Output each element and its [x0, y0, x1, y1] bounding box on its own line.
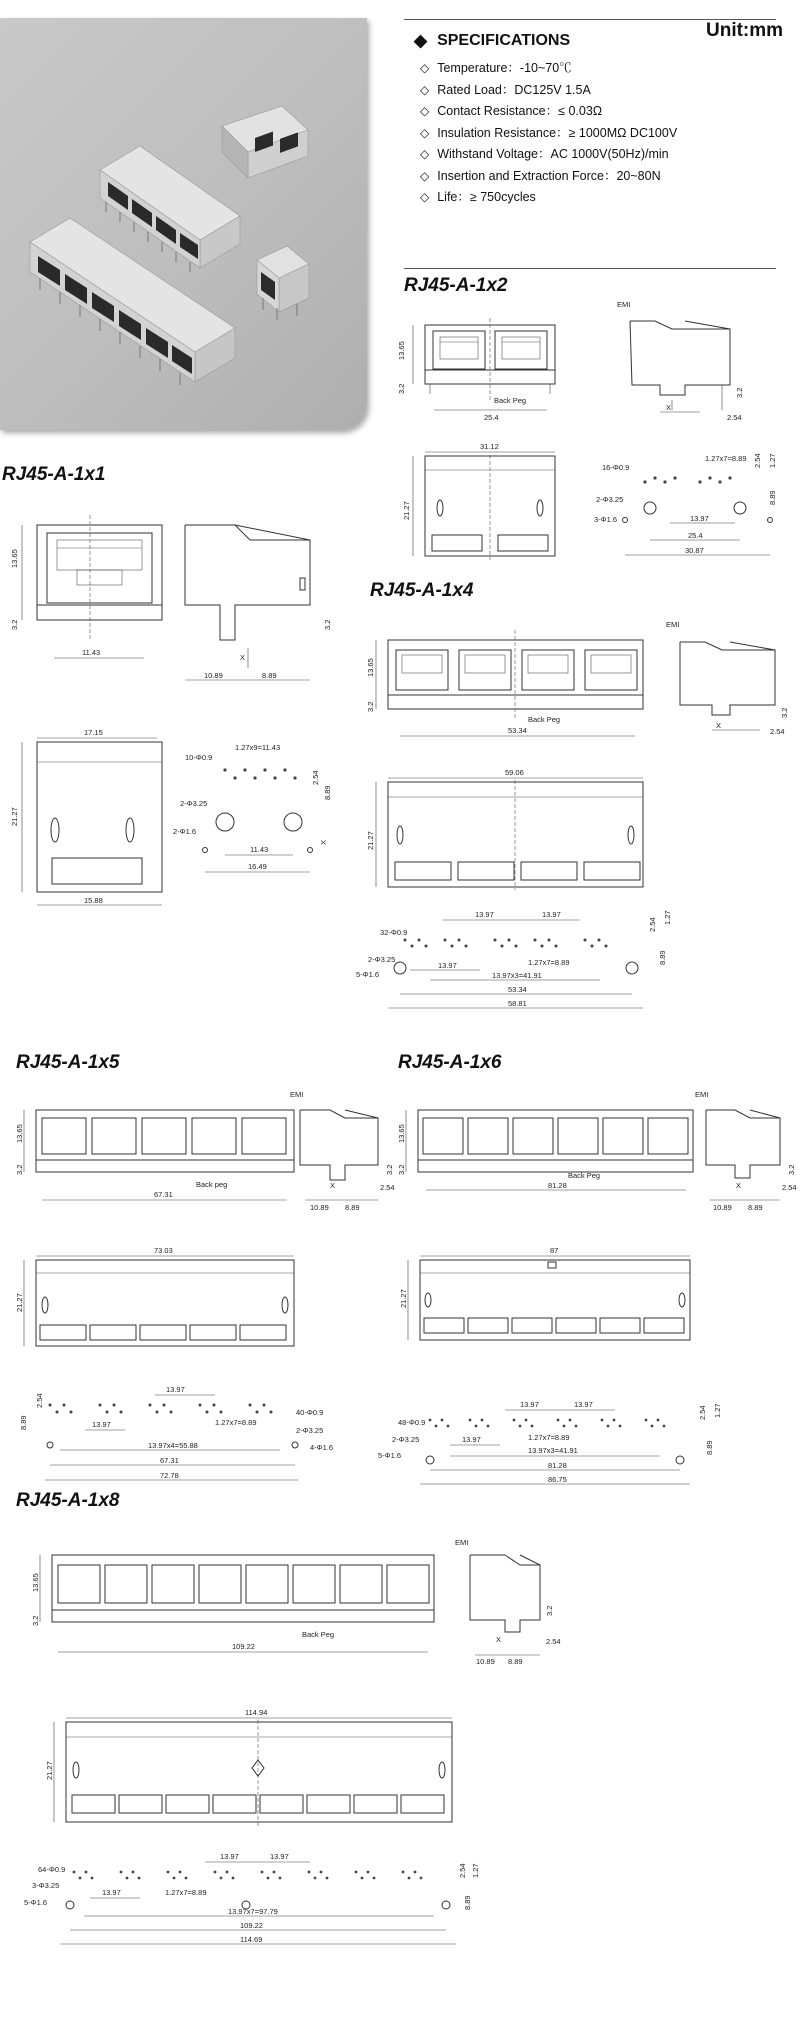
- dim-1x1-top-w: 17.15: [84, 728, 103, 737]
- dim-1x5-peg: 2-Φ3.25: [296, 1426, 324, 1435]
- dim-1x1-h2: 3.2: [10, 619, 19, 630]
- dim-1x2-pin: 3-Φ1.6: [594, 515, 618, 524]
- dim-1x4-side-h: 3.2: [780, 707, 789, 718]
- dim-1x6-c3: 86.75: [548, 1475, 567, 1484]
- model-title-1x6: RJ45-A-1x6: [398, 1052, 502, 1073]
- dim-1x4-w: 53.34: [508, 726, 527, 735]
- label-1x4-x: X: [716, 721, 722, 730]
- dim-1x4-r1: 2.54: [648, 917, 657, 932]
- model-title-1x4: RJ45-A-1x4: [370, 580, 474, 601]
- specifications-title: SPECIFICATIONS: [437, 32, 571, 49]
- label-1x8-x: X: [496, 1635, 502, 1644]
- drawing-1x2-side: [617, 300, 744, 422]
- model-title-1x8: RJ45-A-1x8: [16, 1490, 120, 1511]
- dim-1x8-side-w: 2.54: [546, 1637, 561, 1646]
- drawing-1x5-front: [15, 1110, 294, 1200]
- drawing-1x5-side: [290, 1090, 395, 1212]
- dim-1x6-side-w: 2.54: [782, 1183, 797, 1192]
- dim-1x4-sum: 13.97x3=41.91: [492, 971, 542, 980]
- dim-1x8-c-b: 13.97: [270, 1852, 289, 1861]
- dim-1x8-w: 109.22: [232, 1642, 255, 1651]
- dim-1x6-pitch: 1.27x7=8.89: [528, 1433, 570, 1442]
- drawing-1x6-side: [695, 1090, 797, 1212]
- dim-1x5-pin: 4-Φ1.6: [310, 1443, 334, 1452]
- model-title-1x5: RJ45-A-1x5: [16, 1052, 120, 1073]
- dim-1x1-r3: 8.89: [323, 785, 332, 800]
- dim-1x6-side-a: 10.89: [713, 1203, 732, 1212]
- drawing-1x5-top: [15, 1246, 294, 1346]
- dim-1x5-sum: 13.97x4=55.88: [148, 1441, 198, 1450]
- dim-1x4-c2: 53.34: [508, 985, 527, 994]
- dim-1x8-r2: 1.27: [471, 1863, 480, 1878]
- dim-1x5-c2: 67.31: [160, 1456, 179, 1465]
- dim-1x8-top-w: 114.94: [245, 1708, 268, 1717]
- drawing-1x1-front: [10, 515, 162, 658]
- dim-1x2-c3: 30.87: [685, 546, 704, 555]
- dim-1x5-holes: 40-Φ0.9: [296, 1408, 324, 1417]
- diamond-outline-icon: ◇: [420, 168, 430, 183]
- dim-1x1-w: 11.43: [82, 648, 101, 657]
- dim-1x2-top-w: 31.12: [480, 442, 499, 451]
- dim-1x6-side-b: 8.89: [748, 1203, 763, 1212]
- dim-1x1-side-a: 10.89: [204, 671, 223, 680]
- dim-1x1-peg: 2-Φ3.25: [180, 799, 208, 808]
- dim-1x8-c3: 114.69: [240, 1935, 263, 1944]
- dim-1x4-c-c: 13.97: [438, 961, 457, 970]
- label-1x6-back-peg: Back Peg: [568, 1171, 601, 1180]
- spec-item-text: Life：≥ 750cycles: [437, 190, 536, 204]
- dim-1x8-h2: 3.2: [31, 1615, 40, 1626]
- dim-1x8-c-c: 13.97: [102, 1888, 121, 1897]
- label-1x5-x: X: [330, 1181, 336, 1190]
- diamond-outline-icon: ◇: [420, 147, 430, 161]
- dim-1x1-pin: 2-Φ1.6: [173, 827, 197, 836]
- spec-item-text: Insulation Resistance：≥ 1000MΩ DC100V: [437, 125, 678, 140]
- drawing-1x5-footprint: [19, 1385, 333, 1480]
- dim-1x6-c-c: 13.97: [462, 1435, 481, 1444]
- dim-1x6-w: 81.28: [548, 1181, 567, 1190]
- diamond-outline-icon: ◇: [420, 82, 430, 97]
- dim-1x4-c-a: 13.97: [475, 910, 494, 919]
- dim-1x2-c1: 13.97: [690, 514, 709, 523]
- dim-1x6-h: 13.65: [397, 1124, 406, 1143]
- dim-1x1-c2: 11.43: [250, 845, 269, 854]
- dim-1x4-holes: 32-Φ0.9: [380, 928, 408, 937]
- footprint-1x5-holes: [49, 1404, 273, 1414]
- dim-1x5-side-b: 8.89: [345, 1203, 360, 1212]
- dim-1x1-pitch: 1.27x9=11.43: [235, 743, 281, 752]
- diamond-bullet-icon: ◆: [414, 31, 428, 50]
- dim-1x8-h: 13.65: [31, 1573, 40, 1592]
- dim-1x5-r1: 2.54: [35, 1393, 44, 1408]
- footprint-1x4-holes: [404, 939, 608, 948]
- model-title-1x2: RJ45-A-1x2: [404, 275, 508, 296]
- drawing-1x8-top: [45, 1708, 452, 1826]
- label-1x4-back-peg: Back Peg: [528, 715, 561, 724]
- dim-1x8-side-h: 3.2: [545, 1605, 554, 1616]
- drawing-1x2-front: [397, 318, 555, 422]
- dim-1x4-h: 13.65: [366, 658, 375, 677]
- label-1x8-back-peg: Back Peg: [302, 1630, 335, 1639]
- dim-1x8-holes: 64-Φ0.9: [38, 1865, 66, 1874]
- dim-1x1-top-h: 21.27: [10, 807, 19, 826]
- dim-1x8-sum: 13.97x7=97.79: [228, 1907, 278, 1916]
- dim-1x2-peg: 2-Φ3.25: [596, 495, 624, 504]
- footprint-1x8-holes: [73, 1871, 423, 1880]
- dim-1x6-sum: 13.97x3=41.91: [528, 1446, 578, 1455]
- dim-1x4-c-b: 13.97: [542, 910, 561, 919]
- label-1x1-x: X: [240, 653, 246, 662]
- diamond-outline-icon: ◇: [420, 125, 430, 140]
- dim-1x6-top-h: 21.27: [399, 1289, 408, 1308]
- dim-1x6-pin: 5-Φ1.6: [378, 1451, 402, 1460]
- spec-item-text: Withstand Voltage：AC 1000V(50Hz)/min: [437, 147, 669, 161]
- dim-1x6-h2: 3.2: [397, 1164, 406, 1175]
- dim-1x5-pitch: 1.27x7=8.89: [215, 1418, 257, 1427]
- label-1x4-emi: EMI: [666, 620, 680, 629]
- dim-1x6-c-a: 13.97: [520, 1400, 539, 1409]
- dim-1x6-r3: 8.89: [705, 1440, 714, 1455]
- spec-item-text: Rated Load：DC125V 1.5A: [437, 82, 591, 97]
- dim-1x1-r1: 2.54: [311, 770, 320, 785]
- dim-1x2-c2: 25.4: [688, 531, 703, 540]
- dim-1x2-pitch: 1.27x7=8.89: [705, 454, 747, 463]
- model-title-1x1: RJ45-A-1x1: [2, 464, 106, 485]
- dim-1x6-peg: 2-Φ3.25: [392, 1435, 420, 1444]
- front-1x5-ports: [42, 1118, 286, 1154]
- dim-1x8-c2: 109.22: [240, 1921, 263, 1930]
- footprint-1x1-holes: [223, 768, 296, 779]
- dim-1x5-h2: 3.2: [15, 1164, 24, 1175]
- top-1x4-pads: [395, 862, 640, 880]
- spec-item-text: Contact Resistance：≤ 0.03Ω: [437, 104, 603, 118]
- dim-1x4-c3: 58.81: [508, 999, 527, 1008]
- drawing-1x4-side: [666, 620, 789, 736]
- dim-1x2-r2: 1.27: [768, 453, 777, 468]
- dim-1x2-w: 25.4: [484, 413, 499, 422]
- dim-1x2-r1: 2.54: [753, 453, 762, 468]
- front-1x4-ports: [396, 650, 637, 690]
- label-1x8-emi: EMI: [455, 1538, 469, 1547]
- dim-1x4-pin: 5-Φ1.6: [356, 970, 380, 979]
- label-1x6-emi: EMI: [695, 1090, 709, 1099]
- drawing-1x4-top: [366, 768, 643, 890]
- dim-1x2-holes: 16-Φ0.9: [602, 463, 630, 472]
- top-1x6-pads: [424, 1318, 684, 1333]
- dim-1x5-side-a: 10.89: [310, 1203, 329, 1212]
- dim-1x1-h: 13.65: [10, 549, 19, 568]
- drawing-1x2-top: [402, 442, 555, 560]
- drawing-1x4-footprint: [356, 910, 672, 1008]
- dim-1x1-c3: 16.49: [248, 862, 267, 871]
- dim-1x8-r1: 2.54: [458, 1863, 467, 1878]
- top-1x5-pads: [40, 1325, 286, 1340]
- dim-1x4-r2: 1.27: [663, 910, 672, 925]
- label-1x6-x: X: [736, 1181, 742, 1190]
- dim-1x2-h: 13.65: [397, 341, 406, 360]
- drawing-1x4-front: [366, 630, 643, 736]
- label-1x2-emi: EMI: [617, 300, 631, 309]
- dim-1x6-c-b: 13.97: [574, 1400, 593, 1409]
- dim-1x2-top-h: 21.27: [402, 501, 411, 520]
- spec-item-text: Insertion and Extraction Force：20~80N: [437, 168, 661, 183]
- dim-1x1-bot-w: 15.88: [84, 896, 103, 905]
- dim-1x2-side-w: 2.54: [727, 413, 742, 422]
- dim-1x5-r3: 8.89: [19, 1415, 28, 1430]
- dim-1x5-side-h: 3.2: [385, 1164, 394, 1175]
- label-1x2-x: X: [666, 403, 672, 412]
- dim-1x4-pitch: 1.27x7=8.89: [528, 958, 570, 967]
- dim-1x5-c-a: 13.97: [166, 1385, 185, 1394]
- dim-1x1-side-h: 3.2: [323, 619, 332, 630]
- dim-1x4-h2: 3.2: [366, 701, 375, 712]
- dim-1x2-r3: 8.89: [768, 490, 777, 505]
- drawing-1x8-side: [455, 1538, 561, 1666]
- drawing-1x1-top: [10, 728, 162, 905]
- front-1x8-ports: [58, 1565, 429, 1603]
- label-1x2-back-peg: Back Peg: [494, 396, 527, 405]
- drawing-1x6-footprint: [378, 1400, 722, 1484]
- dim-1x5-c3: 72.78: [160, 1471, 179, 1480]
- front-1x6-ports: [423, 1118, 688, 1154]
- dim-1x1-holes: 10-Φ0.9: [185, 753, 213, 762]
- dim-1x5-top-w: 73.03: [154, 1246, 173, 1255]
- diamond-outline-icon: ◇: [420, 61, 430, 75]
- dim-1x2-side-h: 3.2: [735, 387, 744, 398]
- drawing-1x8-footprint: [24, 1852, 480, 1944]
- drawing-1x1-footprint: [173, 743, 332, 872]
- dim-1x6-r1: 2.54: [698, 1405, 707, 1420]
- drawing-1x6-front: [397, 1110, 693, 1190]
- dim-1x8-pitch: 1.27x7=8.89: [165, 1888, 207, 1897]
- label-1x5-back-peg: Back peg: [196, 1180, 228, 1189]
- diamond-outline-icon: ◇: [420, 190, 430, 204]
- diamond-outline-icon: ◇: [420, 104, 430, 118]
- dim-1x4-peg: 2-Φ3.25: [368, 955, 396, 964]
- spec-item-text: Temperature：-10~70℃: [437, 61, 572, 75]
- dim-1x5-side-w: 2.54: [380, 1183, 395, 1192]
- drawing-1x8-front: [31, 1555, 434, 1652]
- dim-1x5-top-h: 21.27: [15, 1293, 24, 1312]
- dim-1x2-h2: 3.2: [397, 383, 406, 394]
- dim-1x8-side-a: 10.89: [476, 1657, 495, 1666]
- dim-1x8-top-h: 21.27: [45, 1761, 54, 1780]
- dim-1x5-c-b: 13.97: [92, 1420, 111, 1429]
- drawing-1x2-footprint: [594, 453, 777, 555]
- dim-1x6-r2: 1.27: [713, 1403, 722, 1418]
- dim-1x8-pin: 5-Φ1.6: [24, 1898, 48, 1907]
- label-1x1-x2: X: [319, 839, 328, 845]
- dim-1x1-side-b: 8.89: [262, 671, 277, 680]
- dim-1x4-r3: 8.89: [658, 950, 667, 965]
- dim-1x8-r3: 8.89: [463, 1895, 472, 1910]
- dim-1x4-top-w: 59.06: [505, 768, 524, 777]
- drawing-1x1-side: [185, 525, 332, 680]
- drawing-1x6-top: [399, 1246, 690, 1340]
- footprint-1x2-holes: [643, 476, 731, 483]
- unit-label: Unit:mm: [706, 20, 784, 41]
- dim-1x5-h: 13.65: [15, 1124, 24, 1143]
- dim-1x5-w: 67.31: [154, 1190, 173, 1199]
- dim-1x8-c-a: 13.97: [220, 1852, 239, 1861]
- dim-1x6-top-w: 87: [550, 1246, 559, 1255]
- dim-1x6-holes: 48-Φ0.9: [398, 1418, 426, 1427]
- dim-1x8-peg: 3-Φ3.25: [32, 1881, 60, 1890]
- footprint-1x6-holes: [429, 1419, 666, 1428]
- dim-1x6-side-h: 3.2: [787, 1164, 796, 1175]
- dim-1x6-c2: 81.28: [548, 1461, 567, 1470]
- label-1x5-emi: EMI: [290, 1090, 304, 1099]
- dim-1x8-side-b: 8.89: [508, 1657, 523, 1666]
- dim-1x4-side-w: 2.54: [770, 727, 785, 736]
- dim-1x4-top-h: 21.27: [366, 831, 375, 850]
